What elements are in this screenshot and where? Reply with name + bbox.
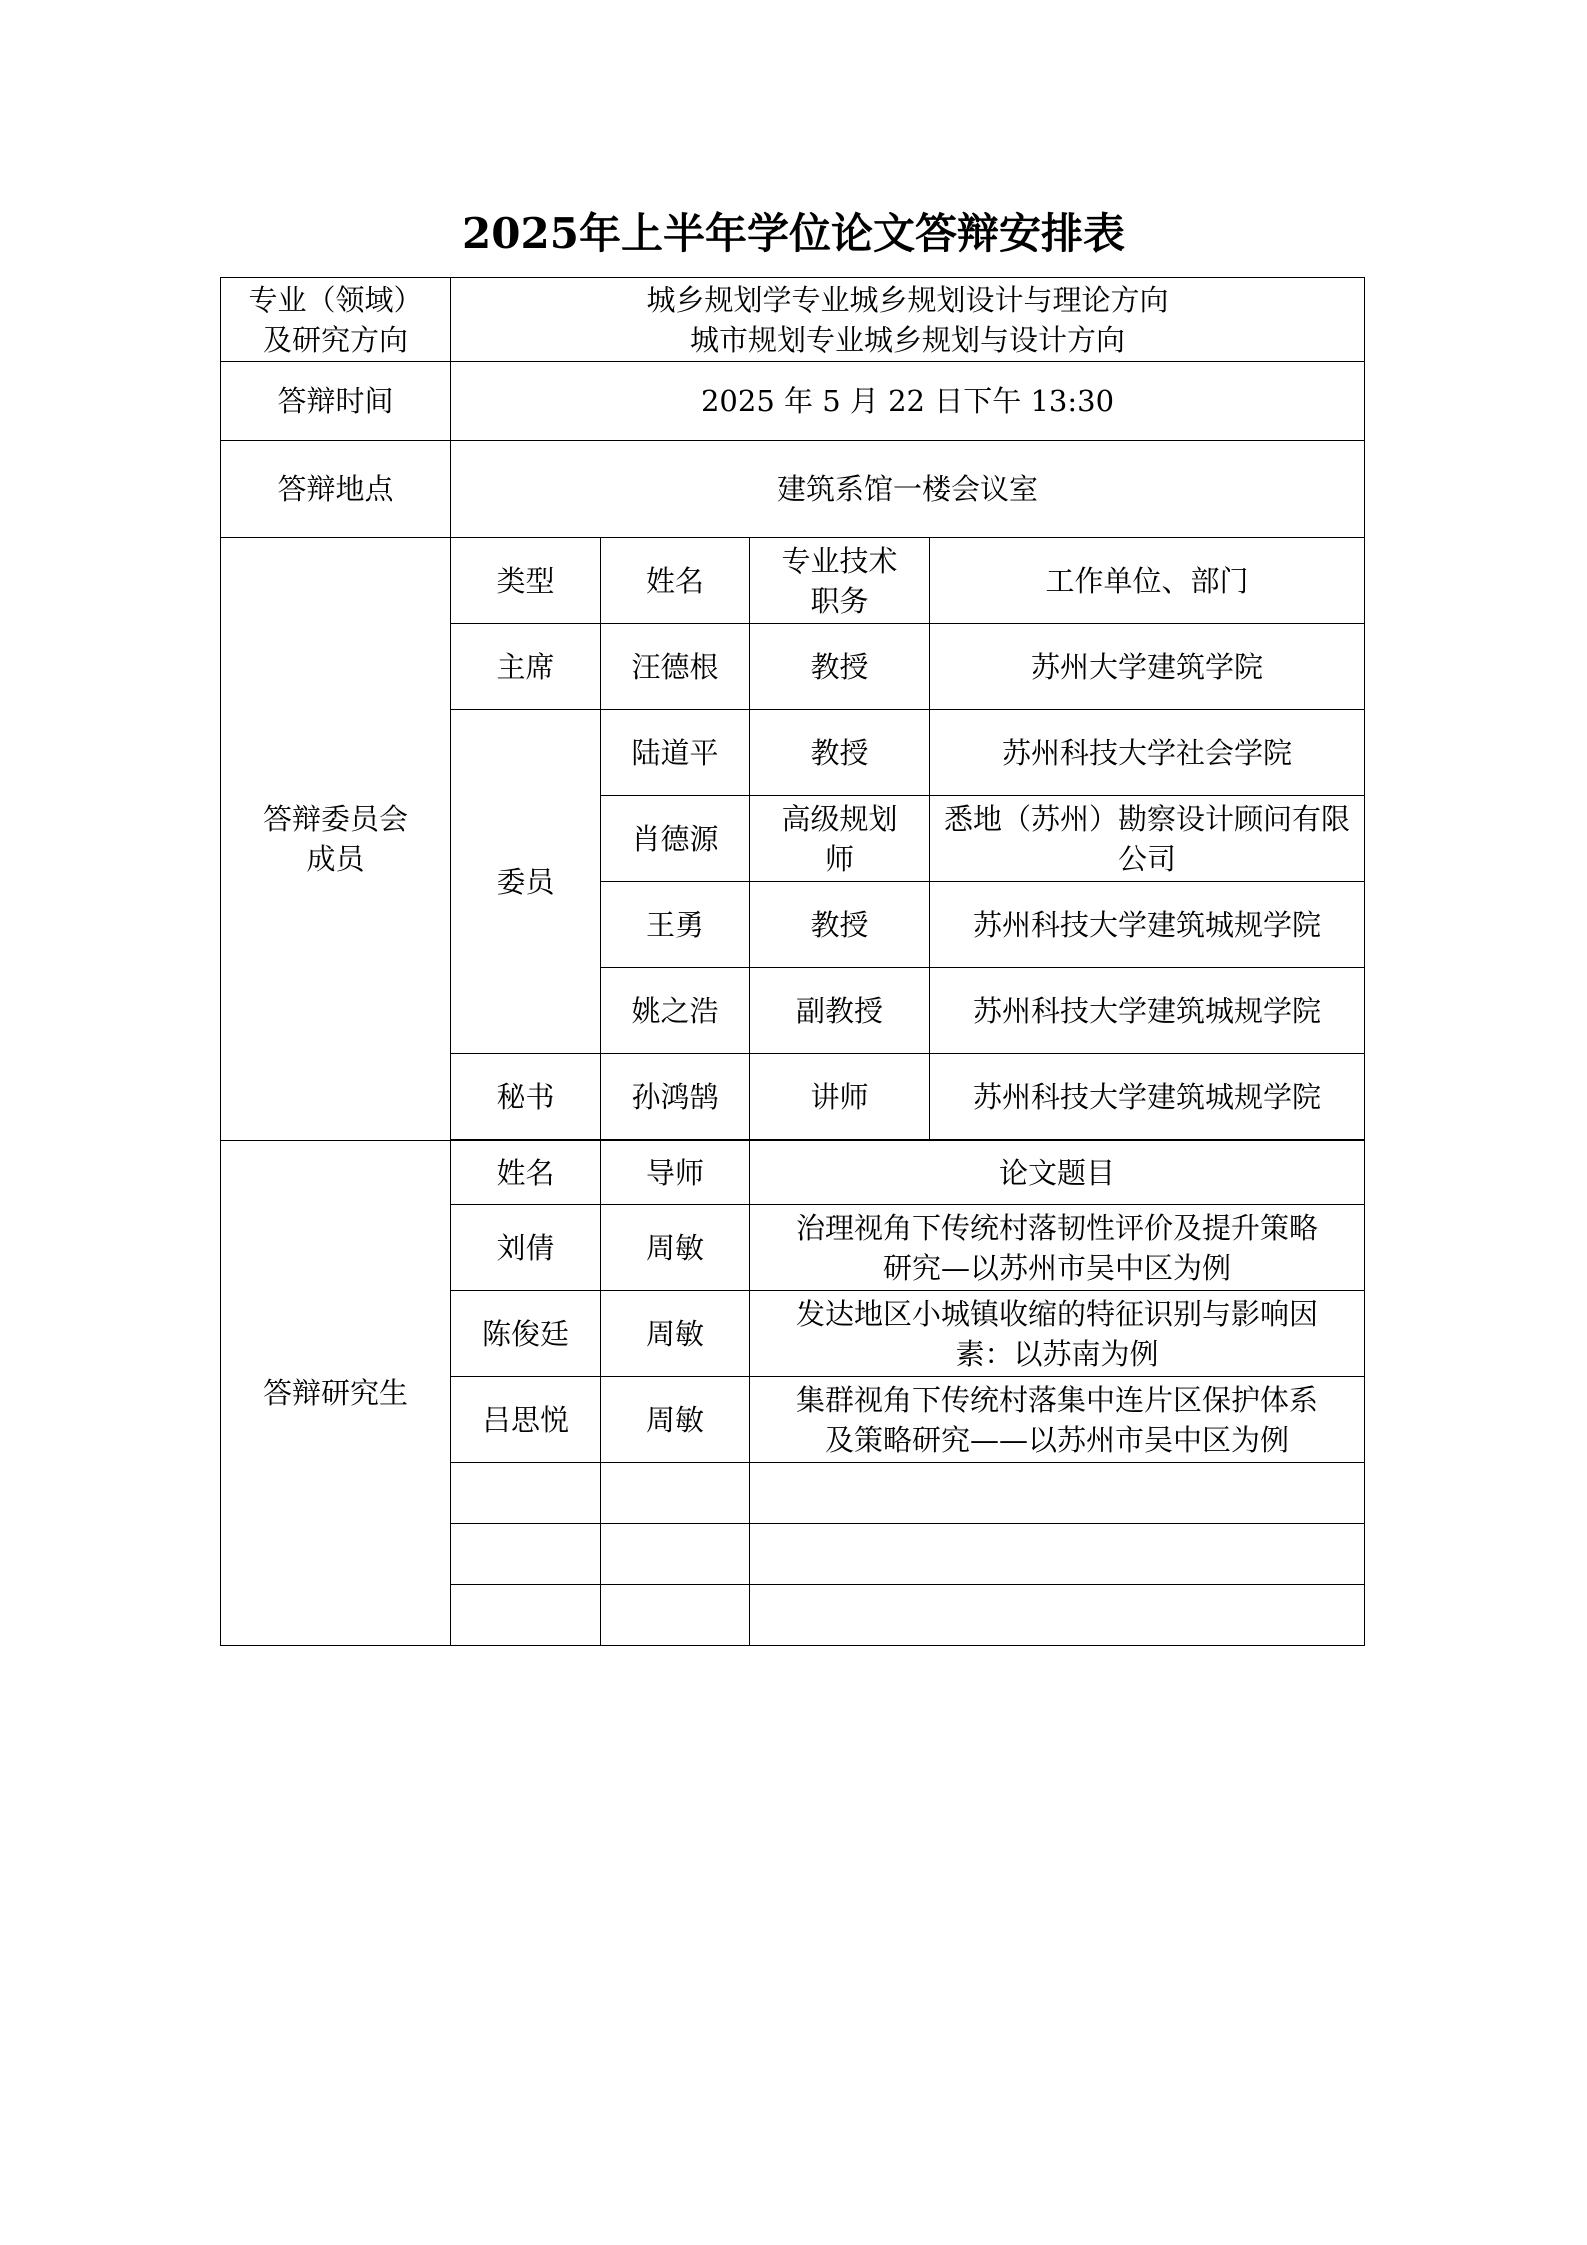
committee-header-unit: 工作单位、部门 xyxy=(930,538,1365,624)
member-unit: 苏州科技大学建筑城规学院 xyxy=(930,882,1365,968)
chair-type: 主席 xyxy=(451,624,601,710)
secretary-type: 秘书 xyxy=(451,1054,601,1140)
member-name: 姚之浩 xyxy=(601,968,750,1054)
student-topic-line2: 研究—以苏州市吴中区为例 xyxy=(883,1250,1232,1285)
student-name: 吕思悦 xyxy=(451,1377,601,1463)
empty-cell xyxy=(601,1463,750,1524)
member-unit-line1: 悉地（苏州）勘察设计顾问有限 xyxy=(944,801,1351,836)
major-label xyxy=(221,278,451,362)
major-row xyxy=(221,278,1365,362)
committee-header-type: 类型 xyxy=(451,538,601,624)
secretary-name: 孙鸿鹄 xyxy=(601,1054,750,1140)
students-label: 答辩研究生 xyxy=(221,1141,451,1646)
student-name: 陈俊廷 xyxy=(451,1291,601,1377)
member-unit: 苏州科技大学社会学院 xyxy=(930,710,1365,796)
student-advisor: 周敏 xyxy=(601,1377,750,1463)
students-header-row xyxy=(221,1141,1365,1205)
student-topic xyxy=(750,1205,1365,1291)
member-title-line1: 高级规划 xyxy=(781,801,898,836)
empty-cell xyxy=(451,1585,601,1646)
chair-unit: 苏州大学建筑学院 xyxy=(930,624,1365,710)
member-name: 王勇 xyxy=(601,882,750,968)
student-name: 刘倩 xyxy=(451,1205,601,1291)
student-topic-line2: 及策略研究——以苏州市吴中区为例 xyxy=(825,1422,1290,1457)
member-unit xyxy=(930,796,1365,882)
chair-title: 教授 xyxy=(750,624,930,710)
student-topic-line2: 素：以苏南为例 xyxy=(955,1336,1159,1371)
committee-header-name: 姓名 xyxy=(601,538,750,624)
committee-label-line1: 答辩委员会 xyxy=(262,802,408,836)
chair-name: 汪德根 xyxy=(601,624,750,710)
committee-header-title-line1: 专业技术 xyxy=(781,543,898,578)
student-topic-line1: 集群视角下传统村落集中连片区保护体系 xyxy=(796,1382,1319,1417)
member-title-line2: 师 xyxy=(824,841,854,876)
major-value-line1: 城乡规划学专业城乡规划设计与理论方向 xyxy=(646,282,1169,317)
student-topic-line1: 治理视角下传统村落韧性评价及提升策略 xyxy=(796,1210,1319,1245)
members-type: 委员 xyxy=(451,710,601,1054)
student-topic xyxy=(750,1291,1365,1377)
place-label: 答辩地点 xyxy=(221,441,451,538)
member-title: 教授 xyxy=(750,710,930,796)
time-label: 答辩时间 xyxy=(221,362,451,441)
empty-cell xyxy=(601,1524,750,1585)
student-topic xyxy=(750,1377,1365,1463)
committee-label xyxy=(221,538,451,1141)
page-title: 2025年上半年学位论文答辩安排表 xyxy=(462,209,1125,258)
time-row xyxy=(221,362,1365,441)
major-value-line2: 城市规划专业城乡规划与设计方向 xyxy=(690,322,1126,357)
student-topic-line1: 发达地区小城镇收缩的特征识别与影响因 xyxy=(796,1296,1319,1331)
member-name: 陆道平 xyxy=(601,710,750,796)
secretary-unit: 苏州科技大学建筑城规学院 xyxy=(930,1054,1365,1140)
schedule-table xyxy=(220,277,1365,1646)
empty-cell xyxy=(750,1585,1365,1646)
place-value: 建筑系馆一楼会议室 xyxy=(451,441,1365,538)
place-row xyxy=(221,441,1365,538)
committee-label-line2: 成员 xyxy=(306,842,365,876)
member-title: 副教授 xyxy=(750,968,930,1054)
secretary-title: 讲师 xyxy=(750,1054,930,1140)
empty-cell xyxy=(750,1524,1365,1585)
students-header-name: 姓名 xyxy=(451,1141,601,1205)
member-unit-line2: 公司 xyxy=(1118,841,1177,876)
empty-cell xyxy=(601,1585,750,1646)
student-advisor: 周敏 xyxy=(601,1205,750,1291)
committee-header-title-line2: 职务 xyxy=(810,583,869,618)
empty-cell xyxy=(451,1463,601,1524)
member-title xyxy=(750,796,930,882)
member-unit: 苏州科技大学建筑城规学院 xyxy=(930,968,1365,1054)
time-value: 2025 年 5 月 22 日下午 13:30 xyxy=(451,362,1365,441)
major-label-line1: 专业（领域） xyxy=(248,282,423,317)
empty-cell xyxy=(451,1524,601,1585)
students-header-topic: 论文题目 xyxy=(750,1141,1365,1205)
student-advisor: 周敏 xyxy=(601,1291,750,1377)
major-value xyxy=(451,278,1365,362)
committee-header-title xyxy=(750,538,930,624)
major-label-line2: 及研究方向 xyxy=(262,322,408,357)
committee-header-row xyxy=(221,538,1365,624)
member-title: 教授 xyxy=(750,882,930,968)
empty-cell xyxy=(750,1463,1365,1524)
students-header-advisor: 导师 xyxy=(601,1141,750,1205)
member-name: 肖德源 xyxy=(601,796,750,882)
